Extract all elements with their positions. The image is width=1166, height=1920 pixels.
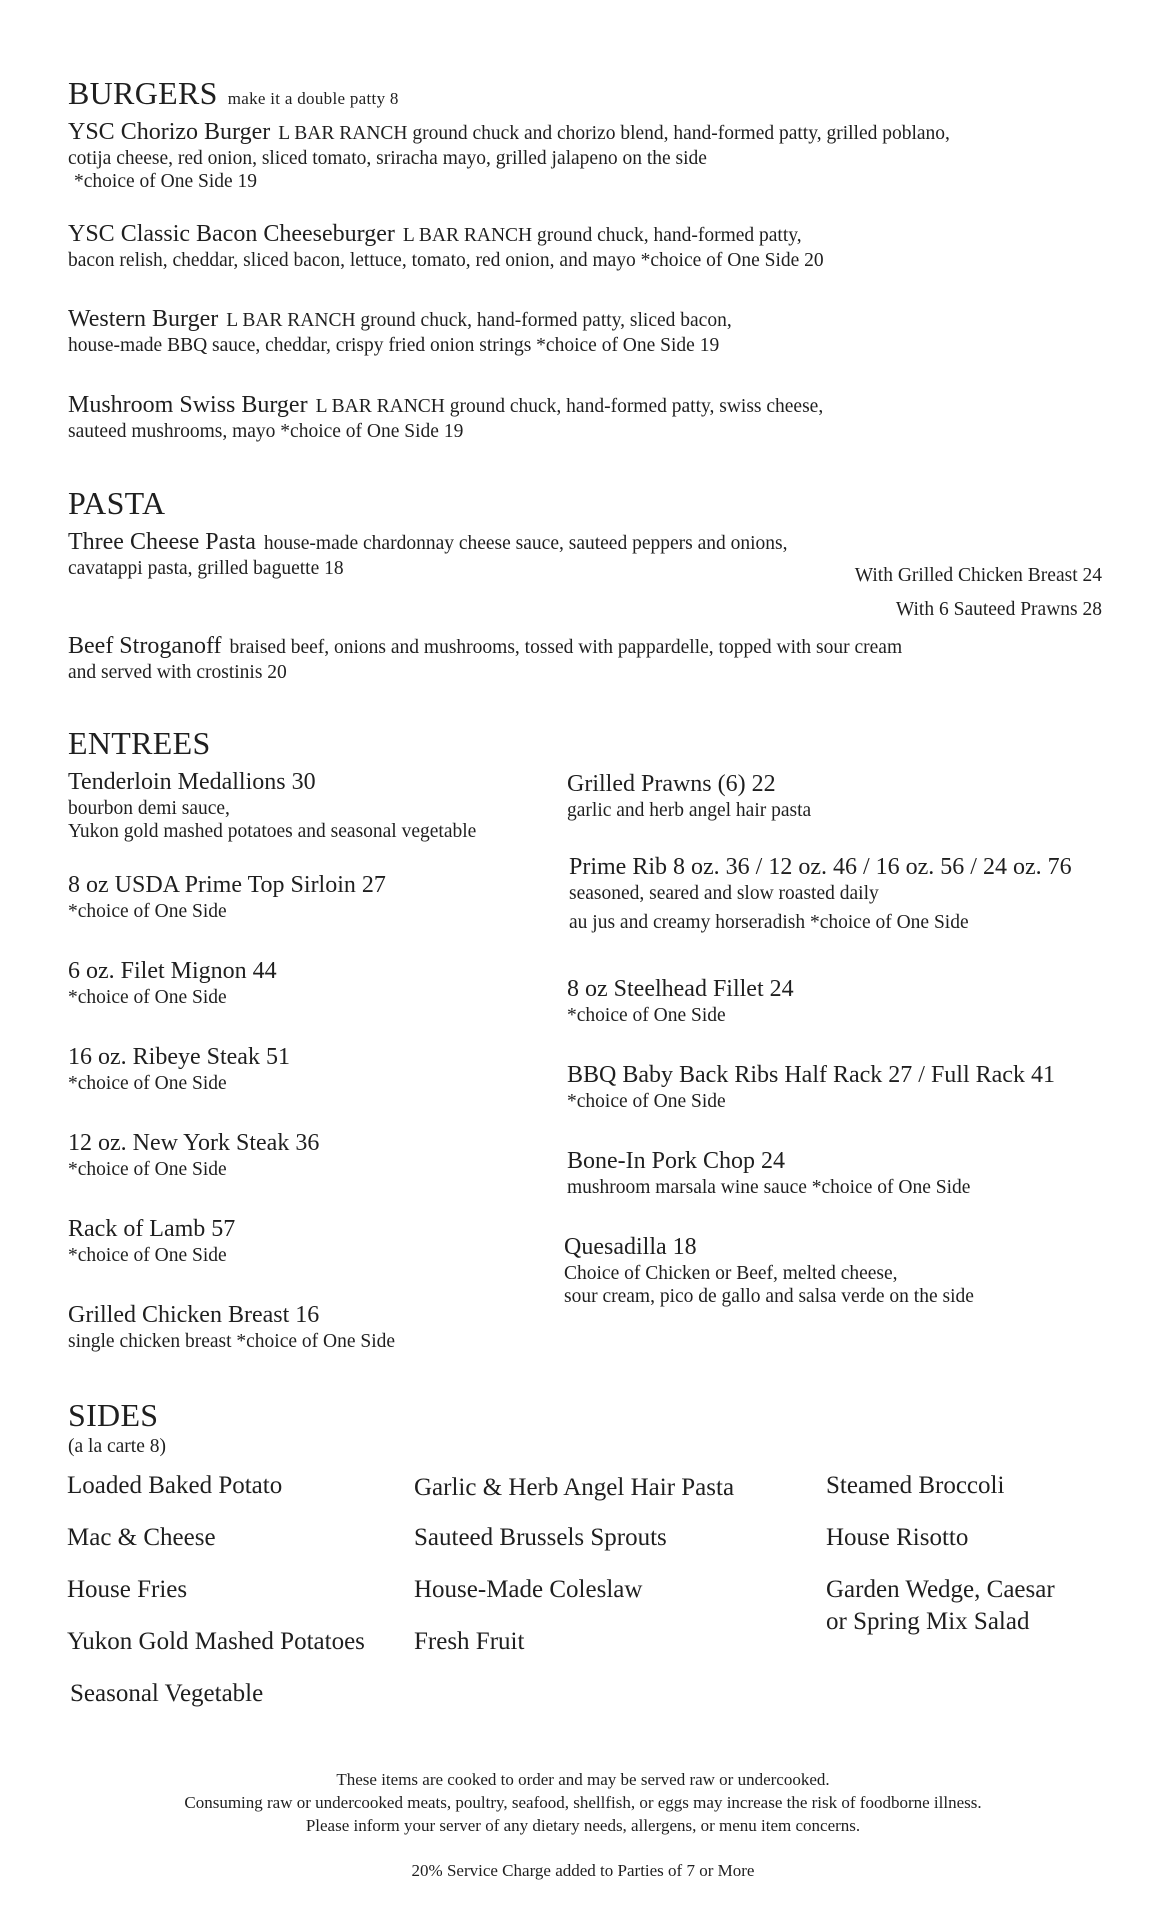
item-desc: single chicken breast *choice of One Side — [68, 1330, 396, 1352]
item-desc: seasoned, seared and slow roasted daily — [569, 882, 879, 904]
menu-item — [564, 1233, 974, 1309]
item-desc: L BAR RANCH ground chuck and chorizo blend, hand-formed patty, grilled poblano, — [278, 123, 950, 144]
item-desc: *choice of One Side — [68, 900, 227, 922]
item-desc: Choice of Chicken or Beef, melted cheese, — [564, 1262, 898, 1284]
menu-item — [567, 770, 811, 822]
item-name: YSC Chorizo Burger — [68, 119, 271, 145]
menu-item — [68, 220, 824, 272]
item-name: Quesadilla 18 — [564, 1234, 697, 1260]
entrees-header: ENTREES — [68, 725, 211, 761]
double-patty-note: make it a double patty 8 — [227, 89, 399, 108]
item-name: Rack of Lamb 57 — [68, 1216, 236, 1242]
item-desc: L BAR RANCH ground chuck, hand-formed patty, sliced bacon, — [226, 310, 732, 331]
side-item: Loaded Baked Potato — [67, 1472, 283, 1499]
side-item: Garlic & Herb Angel Hair Pasta — [414, 1474, 735, 1501]
item-desc: cotija cheese, red onion, sliced tomato, sriracha mayo, grilled jalapeno on the side — [68, 147, 707, 169]
menu-item — [68, 1043, 290, 1095]
item-name: BBQ Baby Back Ribs Half Rack 27 / Full Rack 41 — [567, 1062, 1055, 1088]
item-desc: au jus and creamy horseradish *choice of One Side — [569, 912, 969, 934]
service-charge-note: 20% Service Charge added to Parties of 7 or More — [411, 1861, 755, 1880]
item-desc: house-made chardonnay cheese sauce, sauteed peppers and onions, — [263, 533, 788, 554]
menu-item — [68, 391, 823, 443]
item-name: Western Burger — [68, 306, 219, 332]
menu-item — [68, 957, 277, 1009]
side-item: or Spring Mix Salad — [826, 1608, 1030, 1635]
item-price: *choice of One Side 19 — [74, 171, 258, 193]
menu-item — [68, 1301, 395, 1353]
item-desc: house-made BBQ sauce, cheddar, crispy fried onion strings *choice of One Side 19 — [68, 334, 720, 356]
disclaimer-line: Consuming raw or undercooked meats, poultry, seafood, shellfish, or eggs may increase the risk of foodborne illness. — [184, 1793, 982, 1812]
side-item: Sauteed Brussels Sprouts — [414, 1524, 667, 1551]
item-desc: bacon relish, cheddar, sliced bacon, lettuce, tomato, red onion, and mayo *choice of One Side 20 — [68, 249, 824, 271]
item-name: Mushroom Swiss Burger — [68, 392, 308, 418]
item-desc: garlic and herb angel hair pasta — [567, 799, 812, 821]
item-desc: *choice of One Side — [68, 1072, 227, 1094]
item-desc: L BAR RANCH ground chuck, hand-formed patty, — [402, 225, 802, 246]
item-desc: *choice of One Side — [68, 986, 227, 1008]
menu-item — [68, 1129, 319, 1181]
side-item: Steamed Broccoli — [826, 1472, 1005, 1499]
item-name: YSC Classic Bacon Cheeseburger — [68, 221, 395, 247]
disclaimer-line: These items are cooked to order and may be served raw or undercooked. — [336, 1770, 830, 1789]
item-name: Beef Stroganoff — [68, 633, 222, 659]
sides-header: SIDES — [68, 1397, 159, 1433]
item-desc: bourbon demi sauce, — [68, 797, 230, 819]
menu-item — [68, 1215, 235, 1267]
item-desc: *choice of One Side — [567, 1004, 726, 1026]
item-desc: *choice of One Side — [567, 1090, 726, 1112]
item-desc: Yukon gold mashed potatoes and seasonal vegetable — [68, 821, 477, 843]
burgers-title: BURGERS — [68, 75, 218, 111]
item-name: Grilled Chicken Breast 16 — [68, 1302, 320, 1328]
side-item: House Risotto — [826, 1524, 969, 1551]
item-name: Tenderloin Medallions 30 — [68, 769, 316, 795]
burgers-header — [68, 76, 399, 111]
sides-subheader: (a la carte 8) — [68, 1436, 166, 1457]
side-item: House-Made Coleslaw — [414, 1576, 643, 1603]
item-name: 8 oz USDA Prime Top Sirloin 27 — [68, 872, 386, 898]
menu-item — [68, 305, 732, 357]
menu-item — [567, 1147, 970, 1199]
side-item: Garden Wedge, Caesar — [826, 1576, 1055, 1603]
item-name: 16 oz. Ribeye Steak 51 — [68, 1044, 290, 1070]
menu-item — [68, 528, 788, 580]
menu-item — [569, 853, 1072, 935]
item-desc: braised beef, onions and mushrooms, tossed with pappardelle, topped with sour cream — [229, 637, 903, 658]
item-name: Grilled Prawns (6) 22 — [567, 771, 776, 797]
item-name: 8 oz Steelhead Fillet 24 — [567, 976, 794, 1002]
item-desc: cavatappi pasta, grilled baguette 18 — [68, 557, 344, 579]
item-name: Three Cheese Pasta — [68, 529, 256, 555]
item-desc: *choice of One Side — [68, 1244, 227, 1266]
item-desc: sour cream, pico de gallo and salsa verde on the side — [564, 1286, 974, 1308]
side-item: House Fries — [67, 1576, 188, 1603]
addon-prawns: With 6 Sauteed Prawns 28 — [895, 599, 1102, 620]
menu-item — [68, 768, 476, 844]
side-item: Seasonal Vegetable — [70, 1680, 264, 1707]
menu-item — [68, 118, 950, 194]
item-name: Prime Rib 8 oz. 36 / 12 oz. 46 / 16 oz. 56 / 24 oz. 76 — [569, 854, 1072, 880]
side-item: Mac & Cheese — [67, 1524, 216, 1551]
addon-chicken: With Grilled Chicken Breast 24 — [854, 565, 1102, 586]
side-item: Yukon Gold Mashed Potatoes — [67, 1628, 365, 1655]
menu-item — [68, 871, 386, 923]
side-item: Fresh Fruit — [414, 1628, 525, 1655]
menu-item — [567, 1061, 1055, 1113]
menu-item — [567, 975, 794, 1027]
item-desc: L BAR RANCH ground chuck, hand-formed patty, swiss cheese, — [315, 396, 824, 417]
item-desc: *choice of One Side — [68, 1158, 227, 1180]
item-desc: sauteed mushrooms, mayo *choice of One Side 19 — [68, 420, 464, 442]
item-name: Bone-In Pork Chop 24 — [567, 1148, 785, 1174]
menu-item — [68, 632, 902, 684]
item-desc: and served with crostinis 20 — [68, 661, 287, 683]
pasta-header: PASTA — [68, 485, 166, 521]
item-desc: mushroom marsala wine sauce *choice of One Side — [567, 1176, 971, 1198]
disclaimer-line: Please inform your server of any dietary needs, allergens, or menu item concerns. — [305, 1816, 861, 1835]
item-name: 6 oz. Filet Mignon 44 — [68, 958, 277, 984]
item-name: 12 oz. New York Steak 36 — [68, 1130, 320, 1156]
